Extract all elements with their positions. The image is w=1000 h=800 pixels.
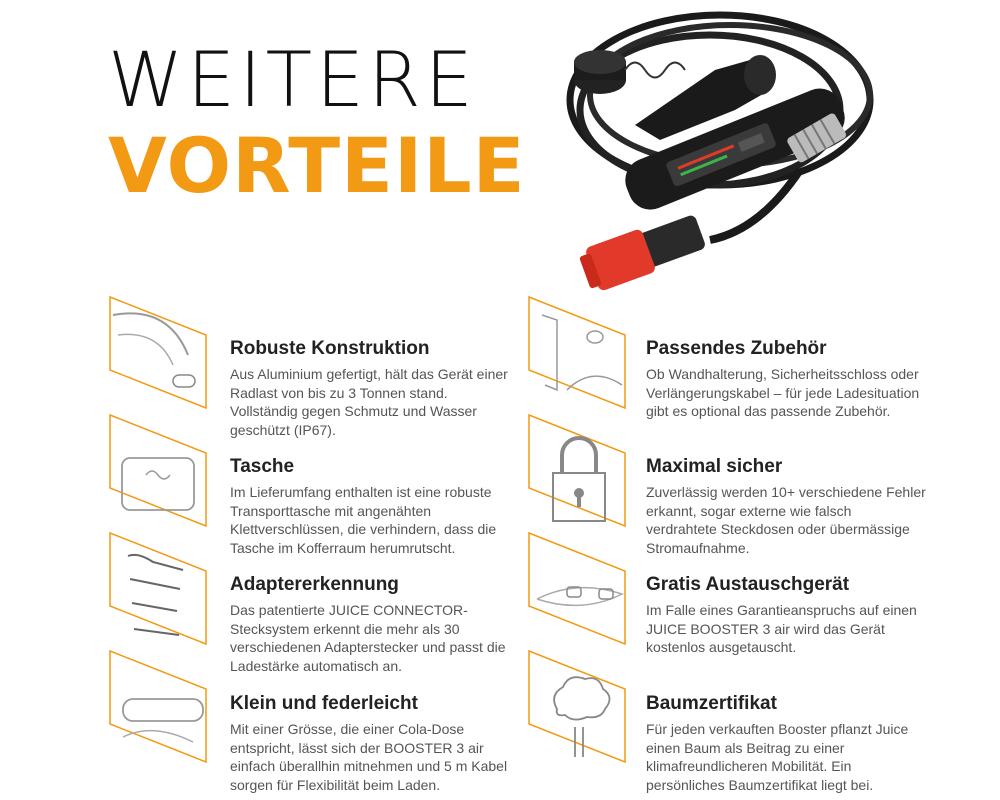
bag-icon (108, 413, 208, 528)
tree-icon (527, 649, 627, 764)
feature-text-adapter: Das patentierte JUICE CONNECTOR-Stecksystem erkennt die mehr als 30 verschiedenen Adapterstecker und passt die Ladestärke automatisch an. (230, 602, 506, 674)
heading-line1: WEITERE (108, 35, 477, 124)
feature-title-small: Klein und federleicht (230, 693, 418, 714)
feature-title-replacement: Gratis Austauschgerät (646, 574, 850, 595)
feature-text-safe: Zuverlässig werden 10+ verschiedene Fehler erkannt, sogar externe wie falsch verdrahtete Steckdosen oder übermässige Stromaufnahme. (646, 484, 926, 556)
wheel-pressure-icon (108, 295, 208, 410)
feature-title-bag: Tasche (230, 456, 295, 477)
padlock-icon (527, 413, 627, 528)
feature-title-accessories: Passendes Zubehör (646, 338, 827, 359)
feature-title-robust: Robuste Konstruktion (230, 338, 430, 359)
hand-device-icon (108, 649, 208, 764)
feature-text-robust: Aus Aluminium gefertigt, hält das Gerät einer Radlast von bis zu 3 Tonnen stand. Vollständig gegen Schmutz und Wasser geschützt (IP67). (230, 366, 508, 438)
feature-text-bag: Im Lieferumfang enthalten ist eine robuste Transporttasche mit angenähten Klettverschlüssen, die verhindern, dass die Tasche im Kofferraum herumrutscht. (230, 484, 497, 556)
cable-icon (527, 531, 627, 646)
adapters-icon (108, 531, 208, 646)
charger-product-image (470, 0, 890, 300)
heading-line2: VORTEILE (108, 121, 526, 210)
feature-text-small: Mit einer Grösse, die einer Cola-Dose entspricht, lässt sich der BOOSTER 3 air einfach überallhin mitnehmen und 5 m Kabel sorgen für Flexibilität beim Laden. (230, 721, 508, 793)
feature-title-adapter: Adaptererkennung (230, 574, 399, 595)
feature-text-accessories: Ob Wandhalterung, Sicherheitsschloss oder Verlängerungskabel – für jede Ladesituation gibt es optional das passende Zubehör. (646, 366, 920, 419)
accessories-icon (527, 295, 627, 410)
feature-text-replacement: Im Falle eines Garantieanspruchs auf einen JUICE BOOSTER 3 air wird das Gerät kostenlos ausgetauscht. (646, 602, 917, 655)
feature-title-tree: Baumzertifikat (646, 693, 777, 714)
feature-text-tree: Für jeden verkauften Booster pflanzt Juice einen Baum als Beitrag zu einer klimafreundlicheren Mobilität. Ein persönliches Baumzertifikat liegt bei. (646, 721, 909, 793)
feature-title-safe: Maximal sicher (646, 456, 783, 477)
